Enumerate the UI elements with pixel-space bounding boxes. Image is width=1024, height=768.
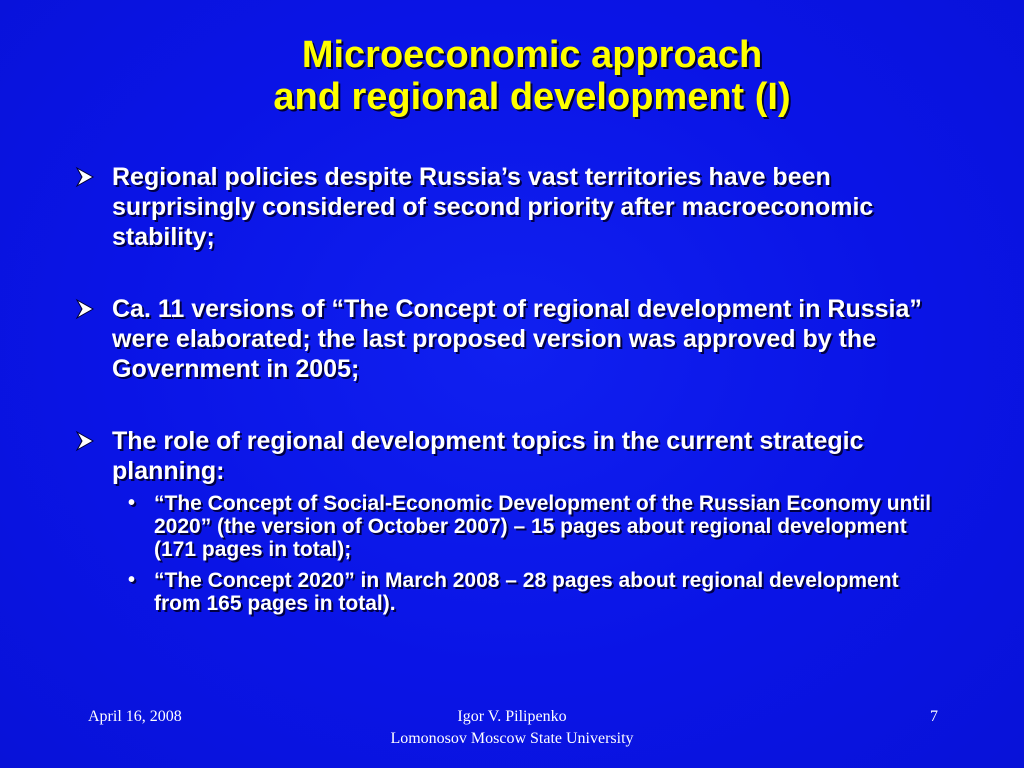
sub-bullet-item: [112, 492, 942, 561]
bullet-item: [72, 294, 942, 384]
footer-page-number: 7: [930, 708, 938, 725]
sub-bullet-text: “The Concept 2020” in March 2008 – 28 pages about regional development from 165 pages in total).: [154, 569, 899, 615]
footer-date: April 16, 2008: [88, 708, 182, 725]
arrow-bullet-icon: [74, 430, 96, 452]
bullet-text: Ca. 11 versions of “The Concept of regional development in Russia” were elaborated; the last proposed version was approved by the Government in 2005;: [112, 295, 922, 383]
title-line-2: and regional development (I): [273, 76, 791, 118]
footer-author: Igor V. Pilipenko: [457, 708, 567, 725]
title-line-1: Microeconomic approach: [301, 34, 763, 76]
sub-bullet-dot: •: [128, 569, 136, 591]
sub-bullet-dot: •: [128, 492, 136, 514]
sub-bullet-list: [112, 492, 942, 615]
bullet-item: [72, 162, 942, 252]
slide-body: [72, 162, 942, 623]
bullet-text: Regional policies despite Russia’s vast territories have been surprisingly considered of second priority after macroeconomic stability;: [112, 163, 874, 251]
arrow-bullet-icon: [74, 298, 96, 320]
arrow-bullet-icon: [74, 166, 96, 188]
footer-institution: Lomonosov Moscow State University: [390, 730, 634, 747]
sub-bullet-text: “The Concept of Social-Economic Development of the Russian Economy until 2020” (the version of October 2007) – 15 pages about regional development (171 pages in total);: [154, 492, 932, 561]
bullet-item: [72, 426, 942, 615]
footer-author-block: [312, 706, 712, 750]
sub-bullet-item: [112, 569, 942, 615]
bullet-text: The role of regional development topics in the current strategic planning:: [112, 427, 864, 485]
slide-title: [112, 34, 952, 118]
